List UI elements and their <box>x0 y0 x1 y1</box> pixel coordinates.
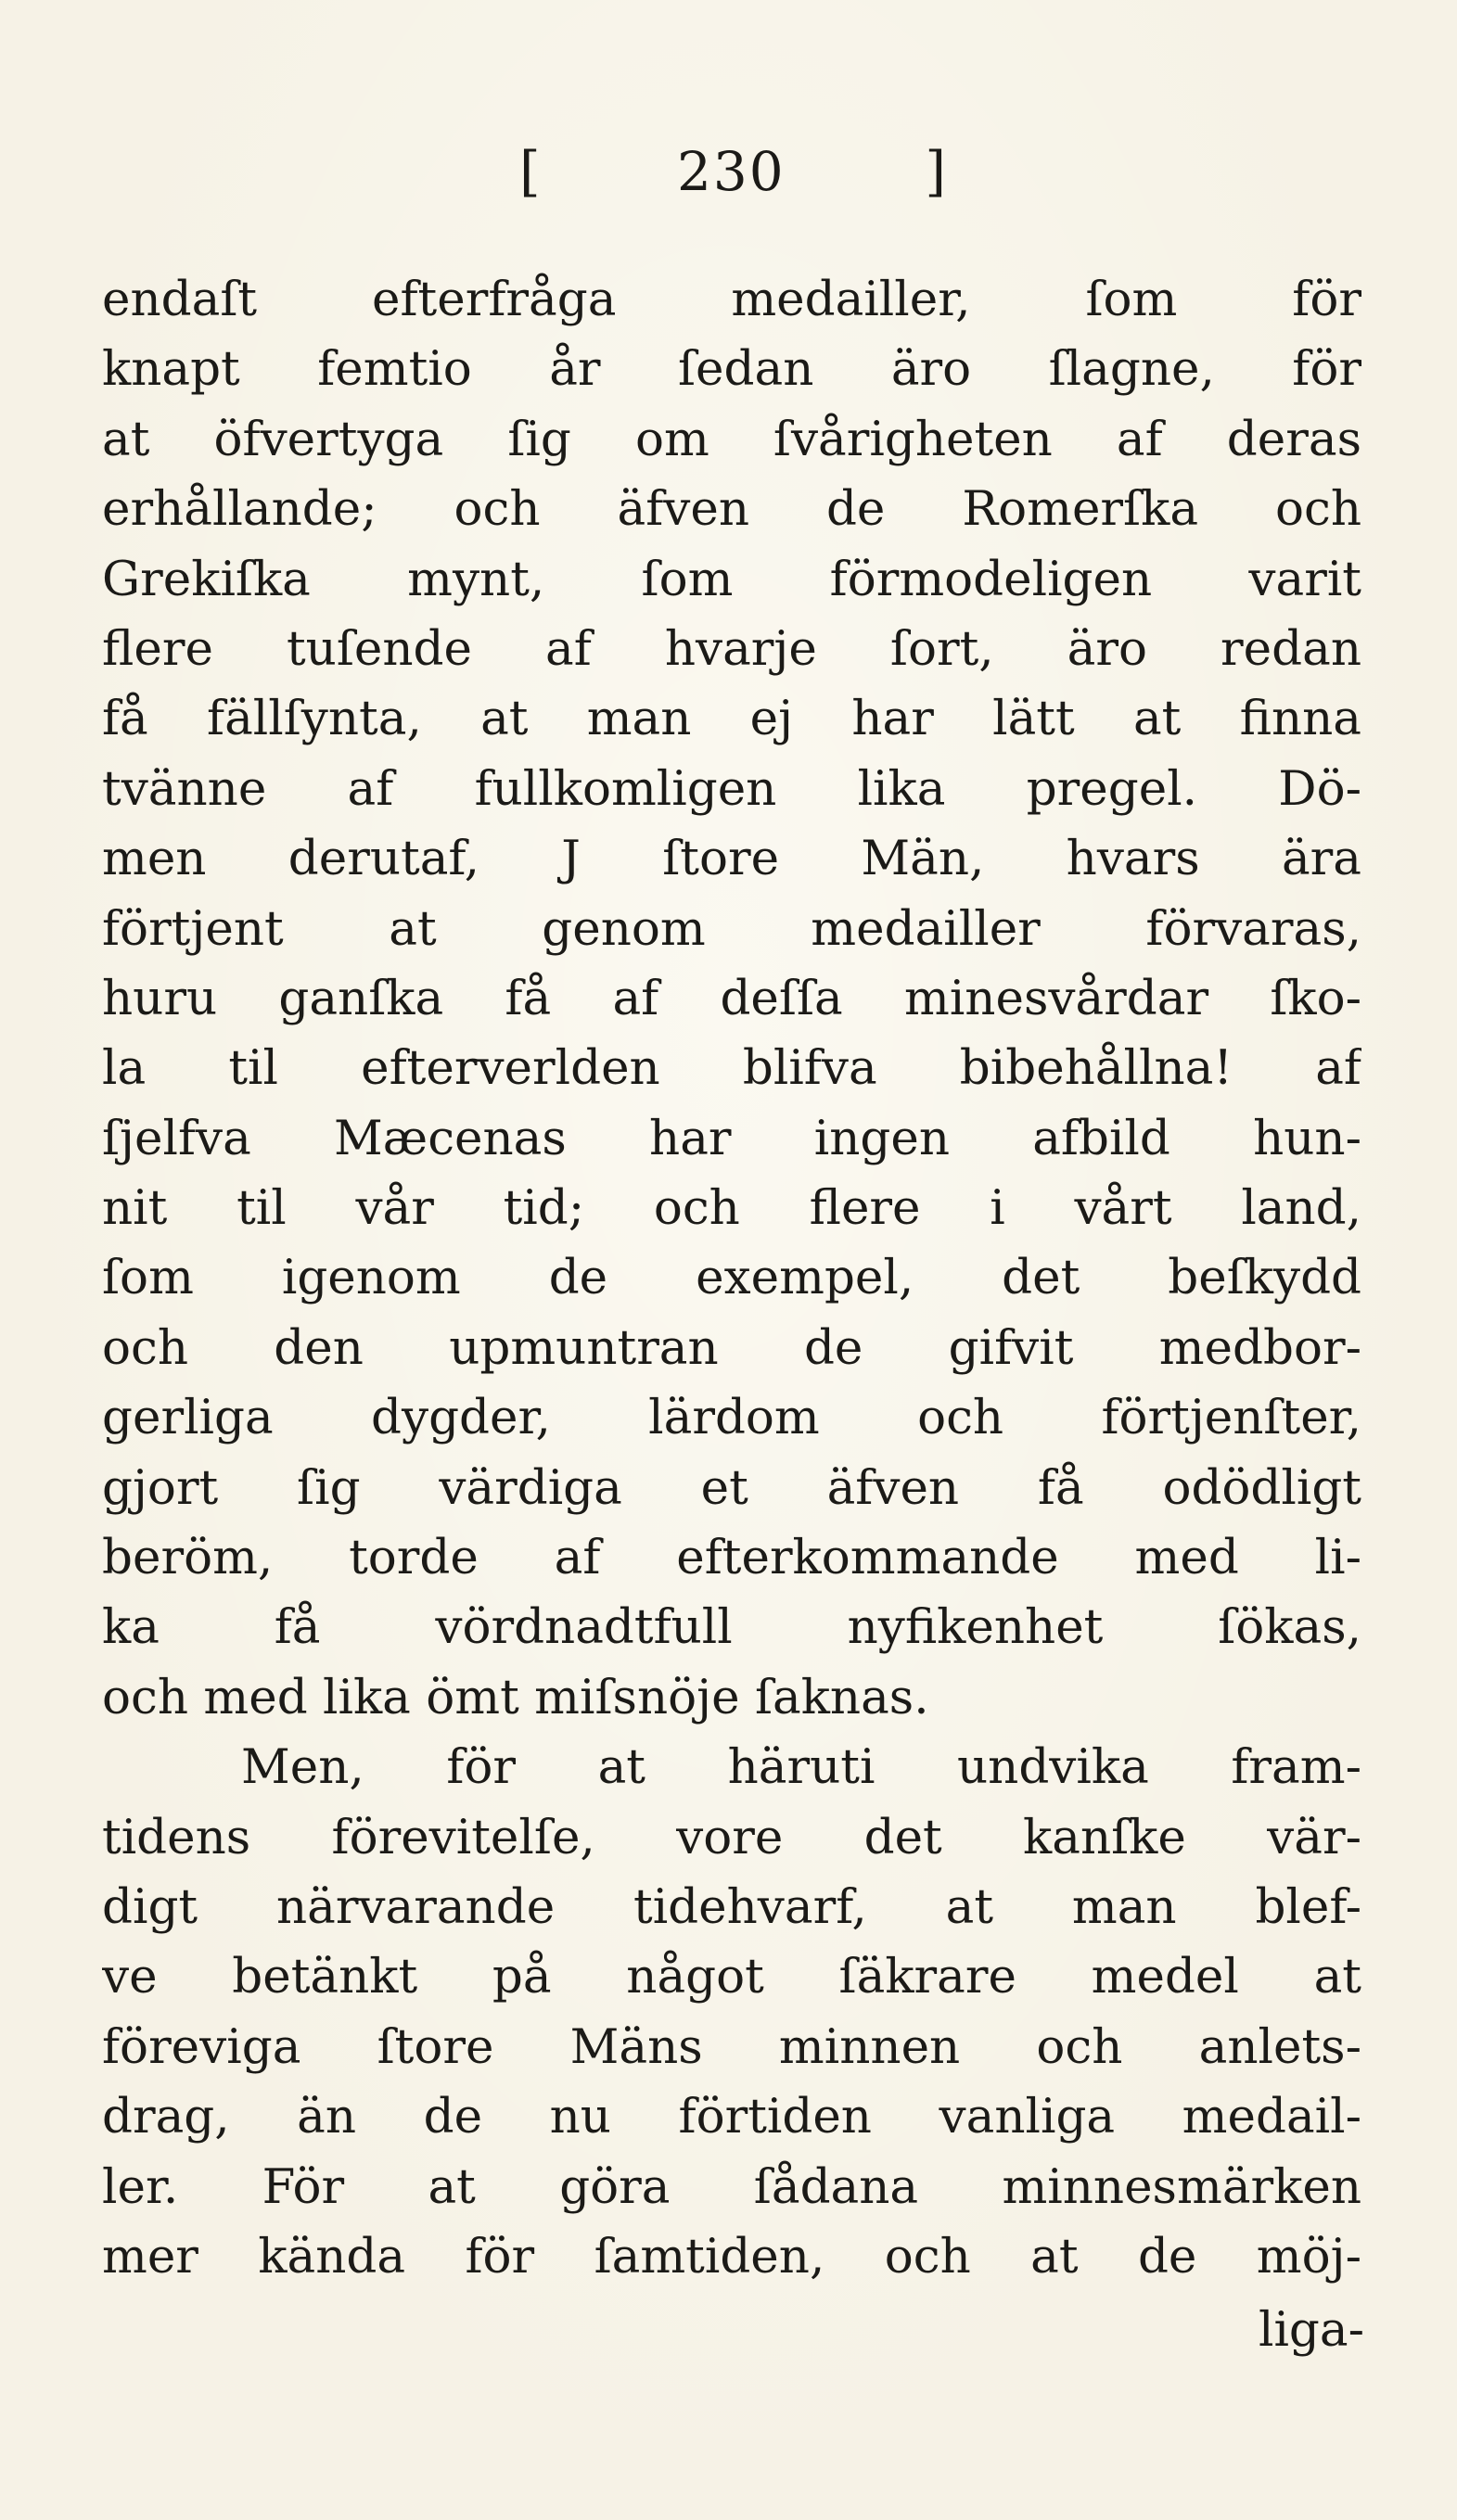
text-line: flere tuſende af hvarje ſort, äro redan <box>102 620 1361 677</box>
text-line: gjort ſig värdiga et äfven få odödligt <box>102 1459 1361 1516</box>
text-line: men derutaf, J ſtore Män, hvars ära <box>102 831 1361 887</box>
text-line: tvänne af fullkomligen lika pregel. Dö- <box>102 760 1361 817</box>
catchword: liga- <box>1258 2302 1364 2358</box>
text-line: förtjent at genom medailler förvaras, <box>102 900 1361 957</box>
text-line: at öfvertyga ſig om ſvårigheten af deras <box>102 411 1361 467</box>
text-line: huru ganſka få af deſſa minesvårdar ſko- <box>102 970 1361 1026</box>
text-line: få fällſynta, at man ej har lätt at finna <box>102 691 1361 747</box>
text-line: ſom igenom de exempel, det beſkydd <box>102 1250 1361 1306</box>
text-line: digt närvarande tidehvarf, at man blef- <box>102 1878 1361 1935</box>
text-line: endaſt efterfråga medailler, ſom för <box>102 272 1361 327</box>
text-line: mer kända för ſamtiden, och at de möj- <box>102 2228 1361 2285</box>
text-line: la til efterverlden blifva bibehållna! af <box>102 1040 1361 1097</box>
text-line: och den upmuntran de gifvit medbor- <box>102 1319 1361 1376</box>
paragraph-start-line: Men, för at häruti undvika fram- <box>241 1739 1361 1796</box>
page-header <box>519 130 965 213</box>
text-line: ler. För at göra ſådana minnesmärken <box>102 2158 1361 2215</box>
text-line: knapt femtio år ſedan äro ſlagne, för <box>102 341 1361 398</box>
text-line: nit til vår tid; och flere i vårt land, <box>102 1180 1361 1237</box>
text-line: beröm, torde af efterkommande med li- <box>102 1530 1361 1586</box>
text-line: erhållande; och äfven de Romerſka och <box>102 481 1361 538</box>
text-line: tidens förevitelſe, vore det kanſke vär- <box>102 1809 1361 1865</box>
page-number: 230 <box>677 140 786 203</box>
text-line: ve betänkt på något ſäkrare medel at <box>102 1949 1361 2005</box>
text-line: gerliga dygder, lärdom och förtjenſter, <box>102 1390 1361 1446</box>
text-line: Grekiſka mynt, ſom förmodeligen varit <box>102 551 1361 607</box>
body-text <box>102 265 1361 2292</box>
text-line: och med lika ömt miſsnöje ſaknas. <box>102 1669 929 1725</box>
text-line: drag, än de nu förtiden vanliga medail- <box>102 2089 1361 2145</box>
header-bracket-left: [ <box>519 140 541 203</box>
header-bracket-right: ] <box>925 140 946 203</box>
text-line: ka få vördnadtfull nyfikenhet ſökas, <box>102 1599 1361 1656</box>
text-line: ſjelfva Mæcenas har ingen afbild hun- <box>102 1110 1361 1166</box>
text-line: föreviga ſtore Mäns minnen och anlets- <box>102 2018 1361 2075</box>
